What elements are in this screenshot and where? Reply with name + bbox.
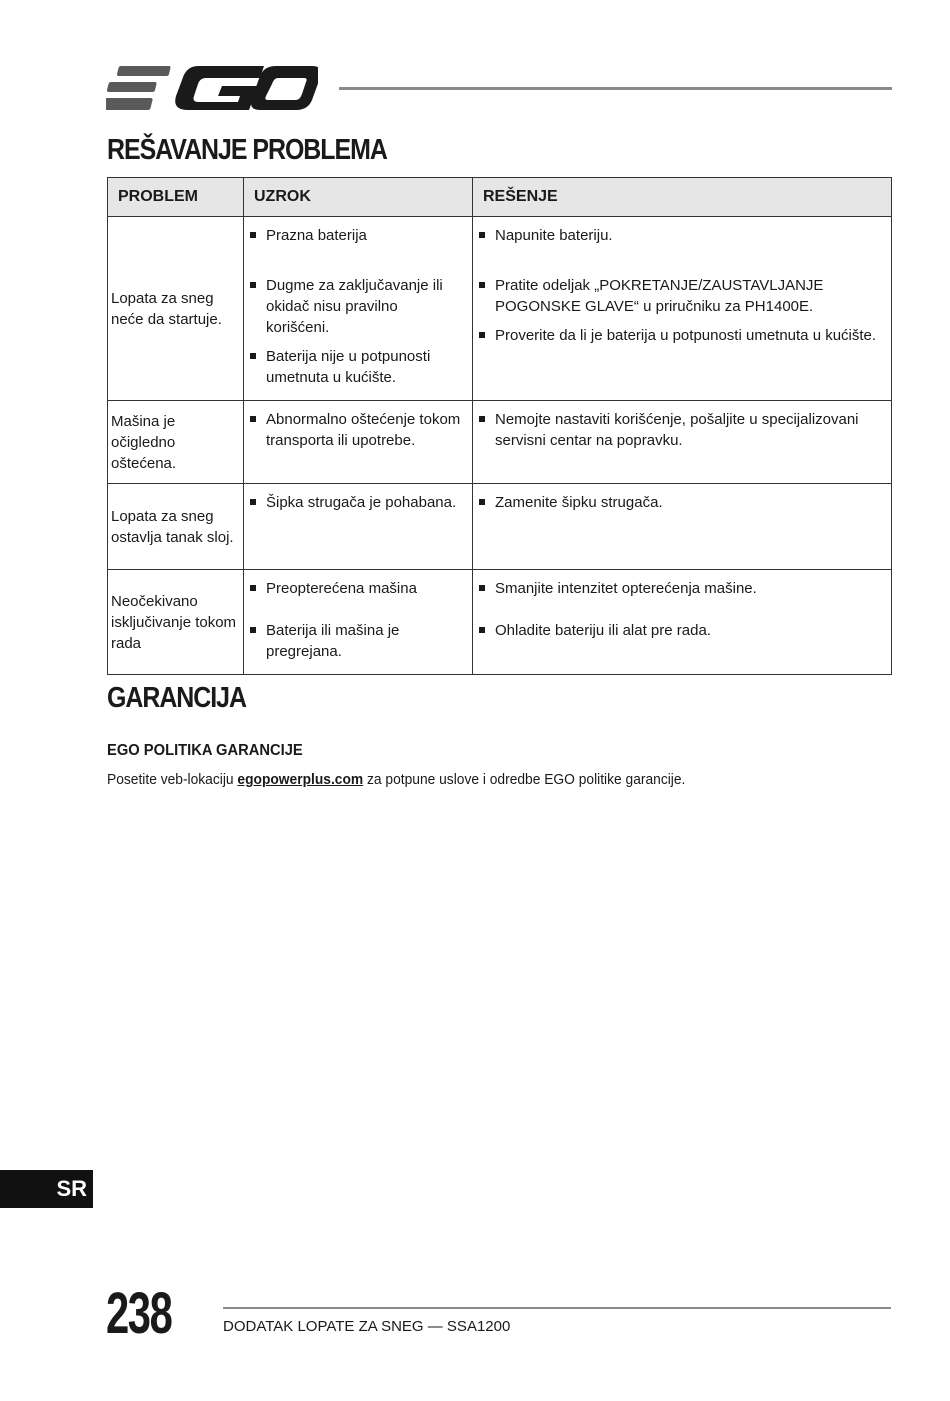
page-number: 238 [106, 1281, 172, 1346]
solution-item: Napunite bateriju. [479, 225, 883, 246]
problem-cell: Lopata za sneg ostavlja tanak sloj. [108, 484, 244, 570]
cause-cell [244, 217, 473, 401]
cause-item: Dugme za zaključavanje ili okidač nisu pravilno korišćeni. [250, 275, 464, 338]
ego-logo [106, 62, 318, 114]
troubleshooting-table [107, 177, 892, 675]
cause-item: Prazna baterija [250, 225, 464, 246]
solution-item: Pratite odeljak „POKRETANJE/ZAUSTAVLJANJE POGONSKE GLAVE“ u priručniku za PH1400E. [479, 275, 883, 317]
problem-cell: Neočekivano isključivanje tokom rada [108, 570, 244, 675]
solution-cell [473, 484, 892, 570]
solution-item: Proverite da li je baterija u potpunosti umetnuta u kućište. [479, 325, 883, 346]
warranty-text-after: za potpune uslove i odredbe EGO politike garancije. [367, 771, 686, 788]
cause-cell [244, 401, 473, 484]
warranty-text-before: Posetite veb-lokaciju [107, 771, 234, 788]
header-rule [339, 87, 892, 90]
cause-item: Baterija ili mašina je pregrejana. [250, 620, 464, 662]
cause-item: Baterija nije u potpunosti umetnuta u kućište. [250, 346, 464, 388]
solution-item: Ohladite bateriju ili alat pre rada. [479, 620, 883, 641]
footer-doc-title: DODATAK LOPATE ZA SNEG — SSA1200 [223, 1318, 511, 1335]
table-row [108, 401, 892, 484]
problem-cell: Lopata za sneg neće da startuje. [108, 217, 244, 401]
warranty-text [107, 771, 685, 788]
solution-cell [473, 401, 892, 484]
language-tab: SR [0, 1170, 93, 1208]
problem-cell: Mašina je očigledno oštećena. [108, 401, 244, 484]
warranty-subtitle: EGO POLITIKA GARANCIJE [107, 742, 303, 759]
column-header-solution: REŠENJE [473, 178, 892, 217]
warranty-title: GARANCIJA [107, 682, 246, 714]
cause-item: Abnormalno oštećenje tokom transporta ili upotrebe. [250, 409, 464, 451]
solution-item: Nemojte nastaviti korišćenje, pošaljite u specijalizovani servisni centar na popravku. [479, 409, 883, 451]
cause-cell [244, 570, 473, 675]
column-header-problem: PROBLEM [108, 178, 244, 217]
column-header-cause: UZROK [244, 178, 473, 217]
table-row [108, 570, 892, 675]
footer-rule [223, 1307, 891, 1309]
table-row [108, 217, 892, 401]
cause-item: Šipka strugača je pohabana. [250, 492, 464, 513]
cause-cell [244, 484, 473, 570]
page-title: REŠAVANJE PROBLEMA [107, 134, 387, 166]
warranty-link[interactable]: egopowerplus.com [237, 771, 364, 788]
table-header-row [108, 178, 892, 217]
solution-cell [473, 217, 892, 401]
solution-cell [473, 570, 892, 675]
solution-item: Smanjite intenzitet opterećenja mašine. [479, 578, 883, 599]
cause-item: Preopterećena mašina [250, 578, 464, 599]
table-row [108, 484, 892, 570]
solution-item: Zamenite šipku strugača. [479, 492, 883, 513]
